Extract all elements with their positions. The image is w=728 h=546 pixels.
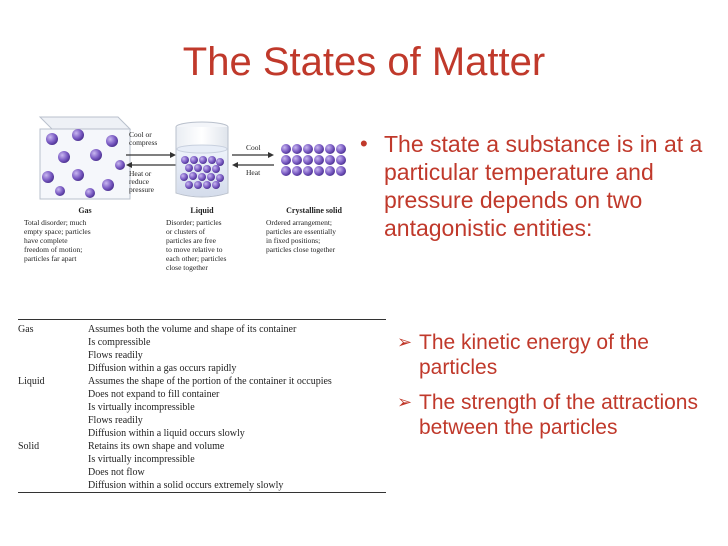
panel-desc-gas: Total disorder; much empty space; particles have complete freedom of motion; particles far apart [24,218,91,263]
table-property: Is virtually incompressible [88,454,195,465]
table-row [18,336,386,349]
panel-name-solid: Crystalline solid [286,206,342,215]
label-cool: Cool [246,143,261,152]
arrow-bullet-icon: ➢ [397,392,413,412]
table-row [18,323,386,336]
table-property: Retains its own shape and volume [88,441,225,452]
table-bottom-rule [18,492,386,493]
table-top-rule [18,319,386,320]
label-heat-reduce: Heat or reduce pressure [129,169,154,194]
main-bullet-text: The state a substance is in at a particular temperature and pressure depends on two antagonistic entities: [384,131,703,241]
table-property: Assumes the shape of the portion of the container it occupies [88,376,332,387]
table-row [18,414,386,427]
table-row [18,375,386,388]
table-property: Assumes both the volume and shape of its container [88,324,297,335]
table-property: Is virtually incompressible [88,402,195,413]
properties-table [18,323,386,492]
sub-bullet-text: The strength of the attractions between the particles [419,391,698,439]
table-state: Liquid [18,376,45,387]
table-row [18,453,386,466]
arrow-bullet-icon: ➢ [397,332,413,352]
panel-name-gas: Gas [78,206,92,215]
gas-liquid-arrows [126,152,176,168]
table-row [18,479,386,492]
solid-particles [281,144,346,176]
table-state: Gas [18,324,34,335]
bullet-dot-icon: • [360,131,368,156]
table-property: Diffusion within a liquid occurs slowly [88,428,245,439]
table-property: Does not expand to fill container [88,389,220,400]
table-property: Is compressible [88,337,151,348]
table-row [18,427,386,440]
panel-desc-solid: Ordered arrangement; particles are essentially in fixed positions; particles close together [266,218,336,254]
label-heat: Heat [246,168,261,177]
table-row [18,388,386,401]
slide-title: The States of Matter [182,40,546,84]
table-property: Flows readily [88,415,143,426]
gas-container [40,117,130,199]
panel-name-liquid: Liquid [190,206,214,215]
liquid-solid-arrows [232,152,274,168]
table-property: Diffusion within a gas occurs rapidly [88,363,237,374]
panel-desc-liquid: Disorder; particles or clusters of particles are free to move relative to each other; particles close together [166,218,227,272]
liquid-beaker [176,122,228,197]
table-row [18,466,386,479]
label-cool-compress: Cool or compress [129,130,158,147]
table-state: Solid [18,441,40,452]
table-property: Flows readily [88,350,143,361]
table-property: Does not flow [88,467,145,478]
states-of-matter-figure [20,105,360,305]
table-row [18,349,386,362]
table-row [18,401,386,414]
table-property: Diffusion within a solid occurs extremely slowly [88,480,284,491]
sub-bullet-text: The kinetic energy of the particles [419,331,649,379]
table-row [18,440,386,453]
table-row [18,362,386,375]
